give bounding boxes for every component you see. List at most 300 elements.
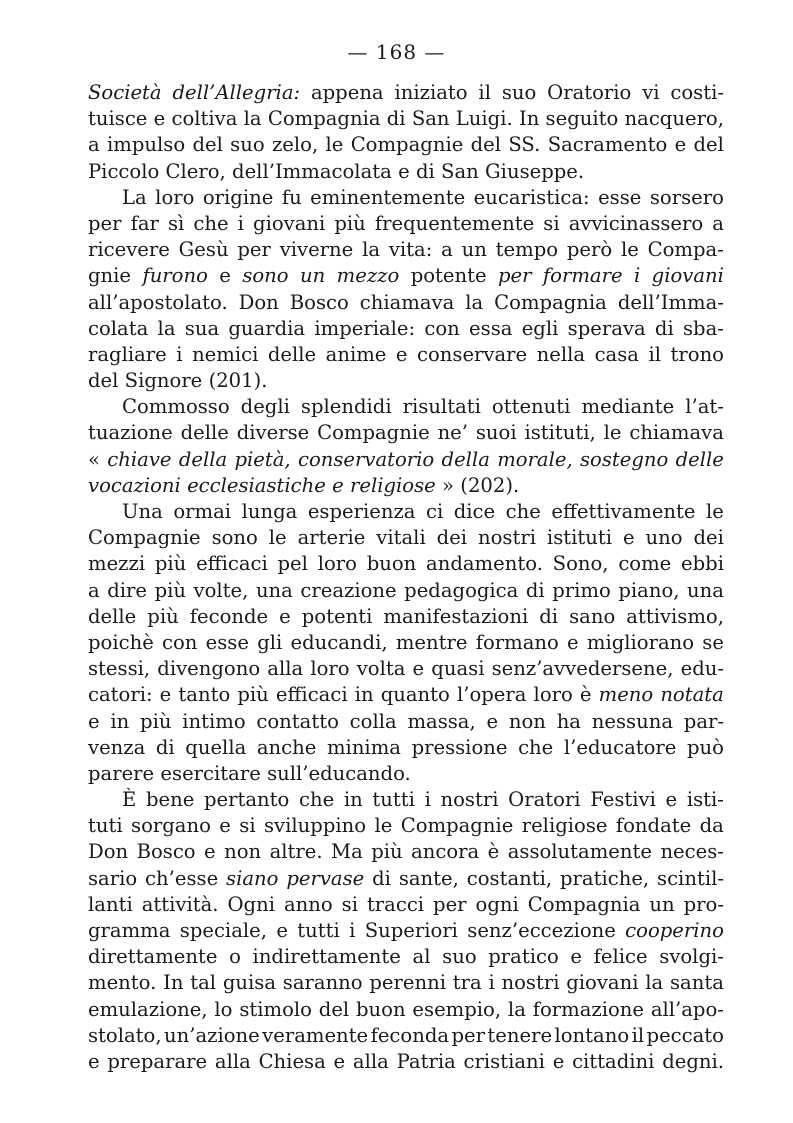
- text-line: [88, 290, 724, 316]
- text-line: [88, 185, 724, 211]
- word: frequentemente: [374, 211, 535, 235]
- word: vitali: [376, 526, 426, 550]
- word: la: [645, 971, 664, 995]
- word: origine: [202, 185, 274, 209]
- word: chiamava: [359, 290, 455, 314]
- word: non: [508, 709, 546, 733]
- word: all’apo-: [650, 997, 724, 1021]
- word: a: [88, 578, 100, 602]
- word: della: [441, 447, 490, 471]
- word: edu-: [680, 657, 724, 681]
- word: e: [333, 1049, 346, 1073]
- word: santa: [669, 971, 724, 995]
- word: religiose: [350, 473, 436, 497]
- word: contatto: [256, 709, 339, 733]
- word: tanto: [178, 683, 231, 707]
- word: colata: [88, 316, 149, 340]
- word: il: [631, 1023, 645, 1047]
- word: ch’esse: [145, 866, 219, 890]
- word: giovani: [651, 264, 724, 288]
- word: più: [154, 578, 186, 602]
- word: suo: [230, 133, 265, 157]
- word: è: [579, 683, 592, 707]
- word: di: [415, 159, 435, 183]
- word: la: [157, 316, 176, 340]
- word: volte,: [193, 578, 249, 602]
- word: a: [88, 133, 100, 157]
- word: più: [140, 709, 172, 733]
- word: esercitare: [160, 761, 261, 785]
- word: SS.: [508, 133, 541, 157]
- word: ragliare: [88, 342, 167, 366]
- word: in: [354, 683, 374, 707]
- word: per: [237, 238, 271, 262]
- word: vita:: [388, 238, 433, 262]
- word: una: [687, 578, 724, 602]
- word: i: [349, 919, 356, 942]
- word: nostri: [501, 971, 560, 995]
- word: sì: [167, 211, 185, 235]
- word: delle: [88, 604, 137, 628]
- text-line: [88, 394, 724, 420]
- word: l’at-: [685, 395, 724, 419]
- word: pedagogica: [404, 578, 519, 602]
- text-line: [88, 761, 724, 787]
- word: sante,: [398, 866, 459, 890]
- word: tra: [452, 971, 482, 995]
- word: che: [299, 788, 335, 812]
- word: venza: [88, 735, 146, 759]
- word: pressione: [411, 735, 508, 759]
- text-line: [88, 709, 724, 735]
- word: tutti: [372, 788, 415, 812]
- word: ancora: [411, 840, 480, 864]
- word: buon: [356, 997, 406, 1021]
- word: Piccolo: [88, 159, 160, 183]
- word: la: [243, 107, 262, 131]
- word: del: [88, 369, 119, 393]
- word: ne’: [437, 421, 469, 445]
- word: egli: [521, 316, 559, 340]
- word: avvicinassero: [568, 211, 704, 235]
- word: a: [441, 238, 453, 262]
- word: nella: [536, 342, 586, 366]
- word: istituti: [546, 526, 613, 550]
- word: istituti,: [524, 421, 596, 445]
- word: più: [334, 211, 366, 235]
- word: intimo: [182, 709, 246, 733]
- word: Bosco: [136, 840, 196, 864]
- text-line: [88, 420, 724, 446]
- word: Luigi.: [455, 107, 513, 131]
- word: giovani: [253, 211, 326, 235]
- word: colla: [349, 709, 397, 733]
- word: conservare: [417, 342, 528, 366]
- word: impulso: [107, 133, 186, 157]
- word: In: [163, 971, 184, 995]
- word: neces-: [660, 840, 724, 864]
- word: feconda: [370, 1023, 450, 1047]
- word: ormai: [173, 500, 232, 523]
- word: ogni: [475, 892, 519, 916]
- word: e: [674, 133, 687, 157]
- word: Una: [122, 500, 163, 523]
- word: loro: [317, 552, 357, 576]
- word: lo: [214, 997, 233, 1021]
- word: Giuseppe.: [485, 159, 585, 183]
- word: per: [88, 211, 122, 235]
- word: Chiesa: [258, 1049, 326, 1073]
- word: (201).: [208, 369, 268, 393]
- word: fu: [281, 185, 302, 209]
- word: essa: [469, 316, 513, 340]
- word: catori:: [88, 683, 153, 707]
- word: è: [487, 840, 500, 864]
- word: dell’Imma-: [617, 290, 724, 314]
- word: tuisce: [88, 107, 148, 131]
- word: lontano: [554, 1023, 630, 1047]
- word: loro: [533, 683, 573, 707]
- word: ottenuti: [491, 395, 571, 419]
- text-line: [88, 473, 724, 499]
- word: feconde: [189, 604, 269, 628]
- word: San: [411, 107, 450, 131]
- word: i: [176, 342, 183, 366]
- word: parere: [88, 761, 155, 785]
- word: mezzo: [336, 264, 400, 288]
- word: emulazione,: [88, 997, 208, 1021]
- word: di: [539, 604, 559, 628]
- word: viverne: [279, 238, 354, 262]
- text-line: [88, 970, 724, 996]
- word: mentre: [395, 630, 468, 654]
- word: senz’eccezione: [467, 919, 616, 942]
- word: stessi,: [88, 657, 151, 681]
- word: conservatorio: [297, 447, 435, 471]
- word: e: [570, 945, 583, 969]
- word: dei: [436, 526, 468, 550]
- word: sono: [242, 264, 289, 288]
- text-line: [88, 316, 724, 342]
- word: degni.: [662, 1049, 724, 1073]
- word: mento.: [88, 971, 157, 995]
- word: Compagnie: [400, 814, 514, 838]
- text-line: [88, 211, 724, 237]
- word: un’azione: [164, 1023, 260, 1047]
- word: creazione: [300, 578, 397, 602]
- word: speciale,: [179, 919, 267, 942]
- word: guisa: [222, 971, 277, 995]
- word: si: [341, 892, 358, 916]
- word: anime: [325, 342, 387, 366]
- word: un: [649, 892, 675, 916]
- text-line: [88, 499, 724, 525]
- word: volta: [356, 657, 406, 681]
- word: primo: [552, 578, 611, 602]
- word: tuti: [88, 814, 123, 838]
- word: Commosso: [122, 395, 230, 419]
- word: appena: [310, 81, 384, 104]
- word: potenti: [301, 604, 373, 628]
- word: dice: [453, 500, 496, 523]
- word: con: [162, 630, 198, 654]
- word: le: [374, 814, 393, 838]
- word: trono: [670, 342, 724, 366]
- word: Ma: [331, 840, 363, 864]
- word: suoi: [475, 421, 517, 445]
- word: quanto: [380, 683, 450, 707]
- word: Compagnie: [88, 526, 201, 550]
- word: splendidi: [300, 395, 392, 419]
- word: altre.: [269, 840, 323, 864]
- word: con: [424, 316, 460, 340]
- word: e: [276, 919, 288, 942]
- word: cristiani: [463, 1049, 545, 1073]
- word: Don: [88, 840, 129, 864]
- word: e: [279, 604, 291, 628]
- word: dell’Immacolata: [232, 159, 392, 183]
- word: esse: [598, 185, 642, 209]
- text-line: [88, 368, 724, 394]
- word: Compagnia: [527, 892, 641, 916]
- text-line: [88, 682, 724, 708]
- word: o: [229, 945, 241, 969]
- word: il: [478, 81, 491, 104]
- word: pietà,: [234, 447, 291, 471]
- word: diverse: [236, 421, 310, 445]
- word: le: [603, 421, 622, 445]
- word: È: [122, 788, 137, 812]
- word: e: [88, 709, 100, 733]
- word: e: [412, 657, 425, 681]
- word: attivismo,: [626, 604, 724, 628]
- word: religiose: [521, 814, 608, 838]
- word: nostri: [440, 788, 499, 812]
- word: chiamava: [629, 421, 724, 445]
- word: massa,: [407, 709, 476, 733]
- word: ci: [425, 500, 444, 523]
- word: in: [110, 709, 130, 733]
- text-line: [88, 106, 724, 132]
- word: Compa-: [647, 238, 724, 262]
- word: come: [618, 552, 672, 576]
- word: San: [441, 159, 479, 183]
- word: a: [712, 211, 724, 235]
- word: delle: [675, 447, 724, 471]
- word: Oratorio: [547, 81, 632, 104]
- word: assolutamente: [507, 840, 652, 864]
- word: lanti: [88, 892, 133, 916]
- word: sba-: [682, 316, 724, 340]
- word: sull’educando.: [267, 761, 411, 785]
- word: suo: [442, 945, 477, 969]
- word: potente: [410, 264, 487, 288]
- word: le: [268, 526, 287, 550]
- word: senz’avvedersene,: [491, 657, 674, 681]
- word: cittadini: [572, 1049, 655, 1073]
- word: alla: [352, 1049, 389, 1073]
- word: Festivi: [590, 788, 656, 812]
- text-line: [88, 159, 724, 185]
- word: sua: [184, 316, 220, 340]
- word: loro: [310, 657, 350, 681]
- word: che: [505, 500, 541, 523]
- word: tempo: [495, 238, 559, 262]
- word: efficaci: [275, 683, 348, 707]
- word: i: [424, 788, 431, 812]
- word: per: [433, 892, 467, 916]
- word: che: [518, 735, 554, 759]
- word: le: [706, 500, 724, 523]
- word: in: [343, 788, 363, 812]
- word: gramma: [88, 919, 171, 942]
- word: per: [451, 1023, 485, 1047]
- word: Compagnia: [494, 290, 607, 314]
- text-line: [88, 1023, 724, 1049]
- word: »: [442, 473, 455, 497]
- word: arterie: [297, 526, 366, 550]
- word: peccato: [646, 1023, 724, 1047]
- word: felice: [593, 945, 648, 969]
- word: la: [362, 238, 381, 262]
- word: pervase: [286, 866, 365, 890]
- word: attività.: [141, 892, 219, 916]
- word: più: [237, 683, 269, 707]
- word: pratico: [488, 945, 559, 969]
- word: imperiale:: [314, 316, 416, 340]
- word: risultati: [402, 395, 481, 419]
- word: Patria: [396, 1049, 456, 1073]
- word: Compagnie: [350, 133, 464, 157]
- word: più: [371, 840, 403, 864]
- word: In: [518, 107, 540, 131]
- word: quella: [185, 735, 247, 759]
- word: del: [470, 133, 502, 157]
- word: far: [130, 211, 159, 235]
- word: un: [300, 264, 326, 288]
- word: poichè: [88, 630, 154, 654]
- word: furono: [142, 264, 208, 288]
- text-line: [88, 787, 724, 813]
- word: Bosco: [289, 290, 349, 314]
- word: stimolo: [239, 997, 312, 1021]
- word: cooperino: [625, 919, 724, 942]
- word: notata: [660, 683, 724, 707]
- word: e: [153, 107, 166, 131]
- word: eminentemente: [310, 185, 466, 209]
- word: ebbi: [681, 552, 724, 576]
- word: del: [192, 133, 223, 157]
- word: quasi: [431, 657, 485, 681]
- word: seguito: [545, 107, 619, 131]
- text-line: [88, 525, 724, 551]
- word: effettivamente: [551, 500, 696, 523]
- word: ecclesiastiche: [187, 473, 326, 497]
- word: costanti,: [466, 866, 553, 890]
- body-text: [88, 80, 724, 1075]
- word: tenere: [487, 1023, 553, 1047]
- word: chiave: [107, 447, 172, 471]
- word: del: [693, 133, 724, 157]
- word: fondate: [615, 814, 692, 838]
- word: manifestazioni: [383, 604, 529, 628]
- word: Compagnia: [267, 107, 381, 131]
- word: di: [386, 107, 406, 131]
- text-line: [88, 839, 724, 865]
- word: tuazione: [88, 421, 173, 445]
- word: educandi,: [290, 630, 388, 654]
- word: i: [633, 264, 641, 288]
- word: gli: [257, 630, 283, 654]
- text-line: [88, 918, 724, 944]
- word: le: [620, 238, 639, 262]
- word: preparare: [107, 1049, 208, 1073]
- text-line: [88, 342, 724, 368]
- word: esempio,: [412, 997, 502, 1021]
- word: sperava: [567, 316, 646, 340]
- word: formazione: [532, 997, 644, 1021]
- word: se: [702, 630, 724, 654]
- text-line: [88, 578, 724, 604]
- word: andamento.: [426, 552, 543, 576]
- word: dei: [693, 526, 724, 550]
- word: e: [622, 526, 635, 550]
- word: perenni: [369, 971, 446, 995]
- word: la: [507, 997, 526, 1021]
- word: giovani: [566, 971, 639, 995]
- word: alla: [267, 657, 304, 681]
- word: «: [88, 447, 100, 471]
- word: stolato,: [88, 1023, 162, 1047]
- text-line: [88, 604, 724, 630]
- word: dell’Allegria:: [172, 81, 301, 104]
- word: Oratori: [508, 788, 581, 812]
- word: formare: [542, 264, 623, 288]
- word: un: [461, 238, 487, 262]
- word: dire: [107, 578, 148, 602]
- text-line: [88, 263, 724, 289]
- word: e: [552, 1049, 565, 1073]
- word: mediante: [581, 395, 675, 419]
- word: di: [654, 316, 674, 340]
- word: pertanto: [203, 788, 290, 812]
- word: una: [255, 578, 293, 602]
- word: svolgi-: [659, 945, 724, 969]
- word: nostri: [478, 526, 536, 550]
- word: delle: [180, 421, 229, 445]
- word: sviluppino: [264, 814, 367, 838]
- word: si: [239, 814, 256, 838]
- word: Compagnie: [317, 421, 430, 445]
- word: delle: [267, 342, 317, 366]
- word: e: [204, 840, 216, 864]
- word: anche: [256, 735, 317, 759]
- word: non: [224, 840, 262, 864]
- word: pro-: [683, 892, 724, 916]
- word: Società: [88, 81, 162, 104]
- word: pratiche,: [560, 866, 650, 890]
- word: l’opera: [456, 683, 527, 707]
- word: sano: [569, 604, 616, 628]
- word: La: [122, 185, 147, 209]
- text-line: [88, 997, 724, 1023]
- word: di: [372, 866, 391, 890]
- word: esperienza: [307, 500, 416, 523]
- word: indirettamente: [252, 945, 401, 969]
- word: Clero,: [165, 159, 226, 183]
- word: efficaci: [196, 552, 268, 576]
- word: veramente: [262, 1023, 369, 1047]
